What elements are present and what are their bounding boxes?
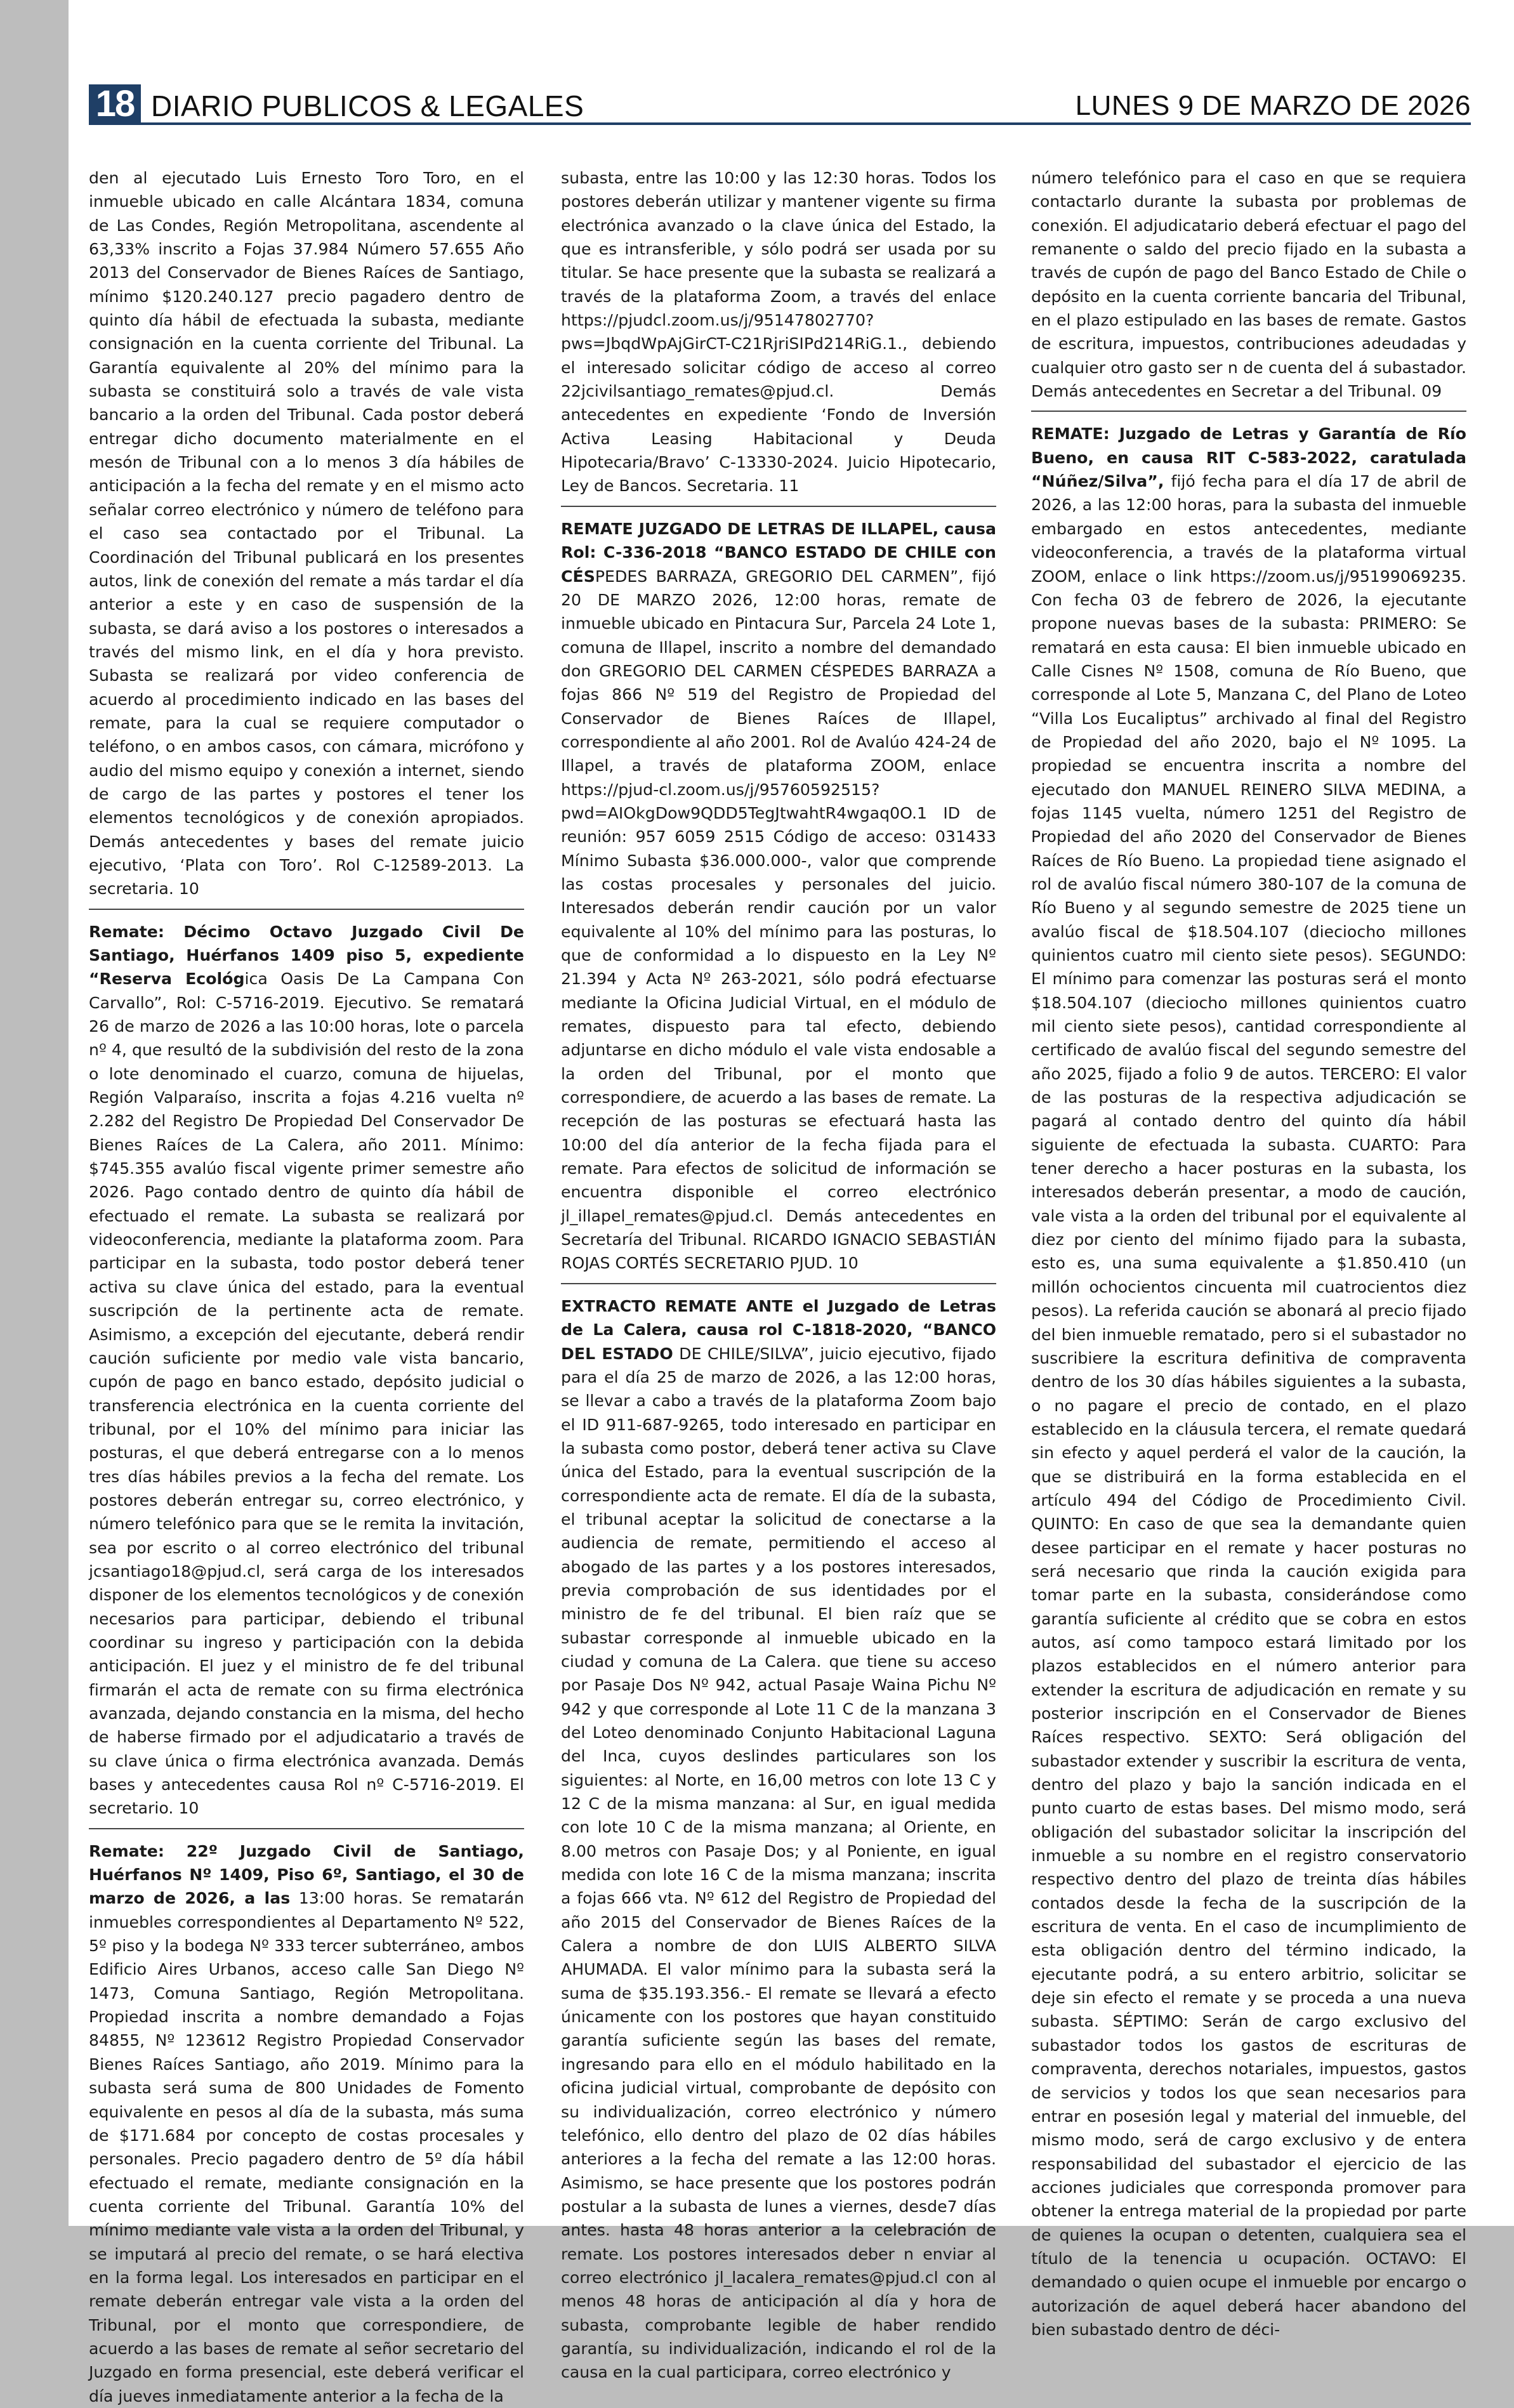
notice-body: número telefónico para el caso en que se requiera contactarlo durante la subasta por problemas de conexión. El adjudicatario deberá efectuar el pago del remanente o saldo del precio fijado en la subasta a través de cupón de pago del Banco Estado de Chile o depósito en la cuenta corriente bancaria del Tribunal, en el plazo estipulado en las bases de remate. Gastos de escritura, impuestos, contribuciones adeudadas y cualquier otro gasto ser n de cuenta del á subastador. Demás antecedentes en Secretar a del Tribunal. 09: [1031, 169, 1466, 401]
notice-continuation: [1031, 166, 1466, 403]
notice-body: DE CHILE/SILVA”, juicio ejecutivo, fijado para el día 25 de marzo de 2026, a las 12:00 horas, se llevar a cabo a través de la plataforma Zoom bajo el ID 911-687-9265, todo interesado en participar en la subasta como postor, deberá tener activa su Clave única del Estado, para la eventual suscripción de la correspondiente acta de remate. El día de la subasta, el tribunal aceptar la solicitud de conectarse a la audiencia de remate, permitiendo el acceso al abogado de las partes y a los postores interesados, previa comprobación de sus identidades por el ministro de fe del tribunal. El bien raíz que se subastar corresponde al inmueble ubicado en la ciudad y comuna de La Calera. que tiene su acceso por Pasaje Dos Nº 942, actual Pasaje Waina Pichu Nº 942 y que corresponde al Lote 11 C de la manzana 3 del Loteo denominado Conjunto Habitacional Laguna del Inca, cuyos deslindes particulares son los siguientes: al Norte, en 16,00 metros con lote 13 C y 12 C de la misma manzana: al Sur, en igual medida con lote 10 C de la misma manzana; al Oriente, en 8.00 metros con Pasaje Dos; y al Poniente, en igual medida con lote 16 C de la misma manzana; inscrita a fojas 666 vta. Nº 612 del Registro de Propiedad del año 2015 del Conservador de Bienes Raíces de la Calera a nombre de don LUIS ALBERTO SILVA AHUMADA. El valor mínimo para la subasta será la suma de $35.193.356.- El remate se llevará a efecto únicamente con los postores que hayan constituido garantía suficiente según las bases del remate, ingresando para ello en el módulo habilitado en la oficina judicial virtual, comprobante de depósito con su individualización, correo electrónico y número telefónico, ello dentro del plazo de 02 días hábiles anteriores a la fecha del remate a las 12:00 horas. Asimismo, se hace presente que los postores podrán postular a la subasta de lunes a viernes, desde7 días antes. hasta 48 horas anterior a la celebración de remate. Los postores interesados deber n enviar al correo electrónico jl_lacalera_remates@pjud.cl con al menos 48 horas de anticipación al día y hora de subasta, comprobante legible de haber rendido garantía, su individualización, indicando el rol de la causa en la cual participara, correo electrónico y: [561, 1344, 996, 2382]
notice-divider: [89, 909, 524, 910]
notice-heading: REMATE: Juzgado de Letras y Garantía de Río Bueno, en causa RIT C-583-2022, caratulada “Núñez/Silva”,: [1031, 424, 1466, 491]
notice-continuation: [561, 166, 996, 498]
notice-body: fijó fecha para el día 17 de abril de 2026, a las 12:00 horas, para la subasta del inmueble embargado en estos antecedentes, mediante videoconferencia, a través de la plataforma virtual ZOOM, enlace o link https://zoom.us/j/95199069235. Con fecha 03 de febrero de 2026, la ejecutante propone nuevas bases de la subasta: PRIMERO: Se rematará en esta causa: El bien inmueble ubicado en Calle Cisnes Nº 1508, comuna de Río Bueno, que corresponde al Lote 5, Manzana C, del Plano de Loteo “Villa Los Eucaliptus” archivado al final del Registro de Propiedad del año 2020, bajo el Nº 1095. La propiedad se encuentra inscrita a nombre del ejecutado don MANUEL REINERO SILVA MEDINA, a fojas 1145 vuelta, número 1251 del Registro de Propiedad del año 2020 del Conservador de Bienes Raíces de Río Bueno. La propiedad tiene asignado el rol de avalúo fiscal número 380-107 de la comuna de Río Bueno y al segundo semestre de 2025 tiene un avalúo fiscal de $18.504.107 (dieciocho millones quinientos cuatro mil ciento siete pesos). SEGUNDO: El mínimo para comenzar las posturas será el monto $18.504.107 (dieciocho millones quinientos cuatro mil ciento siete pesos), cantidad correspondiente al certificado de avalúo fiscal del segundo semestre del año 2025, fijado a folio 9 de autos. TERCERO: El valor de las posturas de la respectiva adjudicación se pagará al contado dentro del quinto día hábil siguiente de efectuada la subasta. CUARTO: Para tener derecho a hacer posturas en la subasta, los interesados deberán presentar, a modo de caución, vale vista a la orden del tribunal por el equivalente al diez por ciento del mínimo fijado para la subasta, esto es, una suma equivalente a $1.850.410 (un millón ochocientos cincuenta mil cuatrocientos diez pesos). La referida caución se abonará al precio fijado del bien inmueble rematado, pero si el subastador no suscribiere la escritura definitiva de compraventa dentro de los 30 días hábiles siguientes a la subasta, o no pagare el precio de contado, en el plazo establecido en la cláusula tercera, el remate quedará sin efecto y aquel perderá el valor de la caución, la que se distribuirá en la forma establecida en el artículo 494 del Código de Procedimiento Civil. QUINTO: En caso de que sea la demandante quien desee participar en el remate y hacer posturas no será necesario que rinda la caución exigida para tomar parte en la subasta, considerándose como garantía suficiente al crédito que se cobra en estos autos, así como tampoco estará limitado por los plazos establecidos en el número anterior para extender la escritura de adjudicación en remate y su posterior inscripción en el Conservador de Bienes Raíces respectivo. SEXTO: Será obligación del subastador extender y suscribir la escritura de venta, dentro del plazo y bajo la sanción indicada en el punto cuarto de estas bases. Del mismo modo, será obligación del subastador solicitar la inscripción del inmueble a su nombre en el registro conservatorio respectivo dentro del plazo de treinta días hábiles contados desde la fecha de la suscripción de la escritura de venta. En el caso de incumplimiento de esta obligación dentro del término indicado, la ejecutante podrá, a su entero arbitrio, solicitar se deje sin efecto el remate y se proceda a una nueva subasta. SÉPTIMO: Serán de cargo exclusivo del subastador todos los gastos de escrituras de compraventa, derechos notariales, impuestos, gastos de servicios y todos los que sean necesarios para entrar en posesión legal y material del inmueble, del mismo modo, será de cargo exclusivo y de entera responsabilidad del subastador el ejercicio de las acciones judiciales que corresponda promover para obtener la entrega material de la propiedad por parte de quienes la ocupan o detenten, cualquiera sea el título de la tenencia u ocupación. OCTAVO: El demandado o quien ocupe el inmueble por encargo o autorización de aquel deberá hacer abandono del bien subastado dentro de déci-: [1031, 472, 1466, 2339]
notice: [89, 920, 524, 1820]
notice: [89, 1839, 524, 2408]
page-number: 18: [89, 84, 141, 122]
notice-divider: [89, 1828, 524, 1829]
page-header: [89, 79, 1471, 125]
notice: [561, 517, 996, 1275]
notice-body: 13:00 horas. Se rematarán inmuebles correspondientes al Departamento Nº 522, 5º piso y la bodega Nº 333 tercer subterráneo, ambos Edificio Aires Urbanos, acceso calle San Diego Nº 1473, Comuna Santiago, Región Metropolitana. Propiedad inscrita a nombre demandado a Fojas 84855, Nº 123612 Registro Propiedad Conservador Bienes Raíces Santiago, año 2019. Mínimo para la subasta será suma de 800 Unidades de Fomento equivalente en pesos al día de la subasta, más suma de $171.684 por concepto de costas procesales y personales. Precio pagadero dentro de 5º día hábil efectuado el remate, mediante consignación en la cuenta corriente del Tribunal. Garantía 10% del mínimo mediante vale vista a la orden del Tribunal, y se imputará al precio del remate, o se hará electiva en la forma legal. Los interesados en participar en el remate deberán entregar vale vista a la orden del Tribunal, por el monto que correspondiere, de acuerdo a las bases de remate al señor secretario del Juzgado en forma presencial, este deberá verificar el día jueves inmediatamente anterior a la fecha de la: [89, 1889, 524, 2405]
notice-body: den al ejecutado Luis Ernesto Toro Toro, en el inmueble ubicado en calle Alcántara 1834, comuna de Las Condes, Región Metropolitana, ascendente al 63,33% inscrito a Fojas 37.984 Número 57.655 Año 2013 del Conservador de Bienes Raíces de Santiago, mínimo $120.240.127 precio pagadero dentro de quinto día hábil de efectuada la subasta, mediante consignación en la cuenta corriente del Tribunal. La Garantía equivalente al 20% del mínimo para la subasta se constituirá solo a través de vale vista bancario a la orden del Tribunal. Cada postor deberá entregar dicho documento materialmente en el mesón de Tribunal con a lo menos 3 día hábiles de anticipación a la fecha del remate y en el mismo acto señalar correo electrónico y número de teléfono para el caso sea contactado por el Tribunal. La Coordinación del Tribunal publicará en los presentes autos, link de conexión del remate a más tardar el día anterior a este y en caso de suspensión de la subasta, se dará aviso a los postores o interesados a través del mismo link, en el día y hora previsto. Subasta se realizará por video conferencia de acuerdo al procedimiento indicado en las bases del remate, para la cual se requiere computador o teléfono, o en ambos casos, con cámara, micrófono y audio del mismo equipo y conexión a internet, siendo de cargo de las partes y postores el tener los elementos tecnológicos y de conexión apropiados. Demás antecedentes y bases del remate juicio ejecutivo, ‘Plata con Toro’. Rol C-12589-2013. La secretaria. 10: [89, 169, 524, 898]
notice-divider: [561, 506, 996, 507]
notice: [561, 1294, 996, 2385]
notice-heading: Remate: 22º Juzgado Civil de Santiago, Huérfanos Nº 1409, Piso 6º, Santiago, el 30 de marzo de 2026, a las: [89, 1841, 524, 1908]
notice-heading: Remate: Décimo Octavo Juzgado Civil De Santiago, Huérfanos 1409 piso 5, expediente “Reserva Ecológ: [89, 922, 524, 989]
column-2: [561, 166, 996, 2382]
notice-heading: EXTRACTO REMATE ANTE el Juzgado de Letras de La Calera, causa rol C-1818-2020, “BANCO DEL ESTADO: [561, 1296, 996, 1363]
notice-heading: REMATE JUZGADO DE LETRAS DE ILLAPEL, causa Rol: C-336-2018 “BANCO ESTADO DE CHILE con CÉS: [561, 519, 996, 586]
column-1: [89, 166, 524, 2405]
notice: [1031, 422, 1466, 2341]
notice-body: PEDES BARRAZA, GREGORIO DEL CARMEN”, fijó 20 DE MARZO 2026, 12:00 horas, remate de inmueble ubicado en Pintacura Sur, Parcela 24 Lote 1, comuna de Illapel, inscrito a nombre del demandado don GREGORIO DEL CARMEN CÉSPEDES BARRAZA a fojas 866 Nº 519 del Registro de Propiedad del Conservador de Bienes Raíces de Illapel, correspondiente al año 2001. Rol de Avalúo 424-24 de Illapel, a través de plataforma ZOOM, enlace https://pjud-cl.zoom.us/j/95760592515?pwd=AIOkgDow9QDD5TegJtwahtR4wgaq0O.1 ID de reunión: 957 6059 2515 Código de acceso: 031433 Mínimo Subasta $36.000.000-, valor que comprende las costas procesales y personales del juicio. Interesados deberán rendir caución por un valor equivalente al 10% del mínimo para las posturas, lo que de conformidad a lo dispuesto en la Ley Nº 21.394 y Acta Nº 263-2021, sólo podrá efectuarse mediante la Oficina Judicial Virtual, en el módulo de remates, dispuesto para tal efecto, debiendo adjuntarse en dicho módulo el vale vista endosable a la orden del Tribunal, por el monto que correspondiere, de acuerdo a las bases de remate. La recepción de las posturas se efectuará hasta las 10:00 del día anterior de la fecha fijada para el remate. Para efectos de solicitud de información se encuentra disponible el correo electrónico jl_illapel_remates@pjud.cl. Demás antecedentes en Secretaría del Tribunal. RICARDO IGNACIO SEBASTIÁN ROJAS CORTÉS SECRETARIO PJUD. 10: [561, 567, 996, 1273]
notice-divider: [1031, 411, 1466, 412]
publication-title: DIARIO PUBLICOS & LEGALES: [151, 89, 584, 122]
issue-date: LUNES 9 DE MARZO DE 2026: [1075, 90, 1471, 121]
notice-body: subasta, entre las 10:00 y las 12:30 horas. Todos los postores deberán utilizar y mantener vigente su firma electrónica avanzado o la clave única del Estado, la que es intransferible, y sólo podrá ser usada por su titular. Se hace presente que la subasta se realizará a través de la plataforma Zoom, a través del enlace https://pjudcl.zoom.us/j/95147802770?pws=JbqdWpAjGirCT-C21RjriSIPd214RiG.1., debiendo el interesado solicitar código de acceso al correo 22jcivilsantiago_remates@pjud.cl. Demás antecedentes en expediente ‘Fondo de Inversión Activa Leasing Habitacional y Deuda Hipotecaria/Bravo’ C-13330-2024. Juicio Hipotecario, Ley de Bancos. Secretaria. 11: [561, 169, 996, 496]
notice-divider: [561, 1283, 996, 1284]
notice-body: ica Oasis De La Campana Con Carvallo”, Rol: C-5716-2019. Ejecutivo. Se rematará 26 de marzo de 2026 a las 10:00 horas, lote o parcela nº 4, que resultó de la subdivisión del resto de la zona o lote denominado el cuarzo, comuna de hijuelas, Región Valparaíso, inscrita a fojas 4.216 vuelta nº 2.282 del Registro De Propiedad Del Conservador De Bienes Raíces de La Calera, año 2011. Mínimo: $745.355 avalúo fiscal vigente primer semestre año 2026. Pago contado dentro de quinto día hábil de efectuado el remate. La subasta se realizará por videoconferencia, mediante la plataforma zoom. Para participar en la subasta, todo postor deberá tener activa su clave única del estado, para la eventual suscripción de la pertinente acta de remate. Asimismo, a excepción del ejecutante, deberá rendir caución suficiente por medio vale vista bancario, cupón de pago en banco estado, depósito judicial o transferencia electrónica en la cuenta corriente del tribunal, por el 10% del mínimo para iniciar las posturas, el que deberá entregarse con a lo menos tres días hábiles previos a la fecha del remate. Los postores deberán entregar su, correo electrónico, y número telefónico para que se le remita la invitación, sea por escrito o al correo electrónico del tribunal jcsantiago18@pjud.cl, será carga de los interesados disponer de los elementos tecnológicos y de conexión necesarios para participar, debiendo el tribunal coordinar su ingreso y participación con la debida anticipación. El juez y el ministro de fe del tribunal firmarán el acta de remate con su firma electrónica avanzada, dejando constancia en la misma, del hecho de haberse firmado por el adjudicatario a través de su clave única o firma electrónica avanzada. Demás bases y antecedentes causa Rol nº C-5716-2019. El secretario. 10: [89, 970, 524, 1818]
notice-continuation: [89, 166, 524, 901]
column-3: [1031, 166, 1466, 2339]
